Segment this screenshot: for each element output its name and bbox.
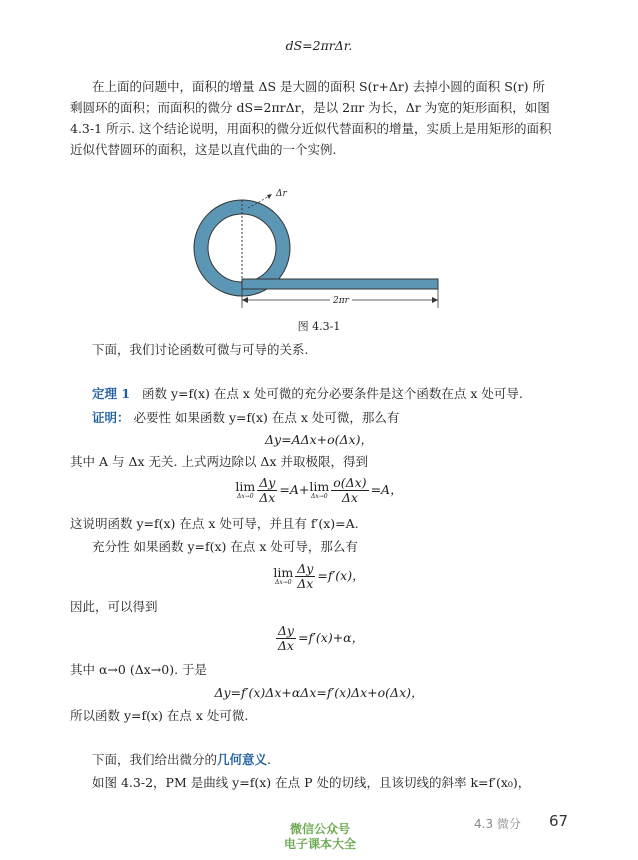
label-2pir: 2πr xyxy=(333,296,349,306)
eq4-den: Δx xyxy=(277,638,294,653)
arrow-right-icon xyxy=(432,297,438,303)
watermark-line2: 电子课本大全 xyxy=(283,837,356,851)
eq5 xyxy=(0,683,638,703)
para3-suffix: . xyxy=(267,752,272,767)
eq3 xyxy=(0,562,638,591)
top-formula: dS=2πrΔr. xyxy=(285,38,353,53)
label-dr: Δr xyxy=(276,189,287,199)
proof-line6: 其中 α→0 (Δx→0). 于是 xyxy=(70,662,208,677)
proof-line7: 所以函数 y=f(x) 在点 x 处可微. xyxy=(70,708,249,723)
proof-line4: 充分性 如果函数 y=f(x) 在点 x 处可导，那么有 xyxy=(92,539,358,554)
para1-line3: 4.3-1 所示. 这个结论说明，用面积的微分近似代替面积的增量，实质上是用矩形的面积 xyxy=(70,121,552,136)
eq2-end: =A， xyxy=(370,482,403,497)
eq4-end: =f′(x)+α， xyxy=(297,630,365,645)
watermark xyxy=(240,822,400,852)
eq2 xyxy=(0,476,638,505)
strip-rect xyxy=(242,279,438,289)
para3-highlight: 几何意义 xyxy=(217,752,268,767)
proof-line1 xyxy=(92,408,399,428)
eq1 xyxy=(0,430,638,450)
eq1-text: Δy=AΔx+o(Δx)， xyxy=(265,432,373,447)
para1-line4: 近似代替圆环的面积，这是以直代曲的一个实例. xyxy=(70,142,337,157)
para1-line2: 剩圆环的面积；而面积的微分 dS=2πrΔr，是以 2πr 为长，Δr 为宽的矩形面积，如图 xyxy=(70,100,550,115)
eq2-lim2-sub: Δx→0 xyxy=(310,492,328,500)
para3-prefix: 下面，我们给出微分的 xyxy=(92,752,218,767)
theorem-label: 定理 1 xyxy=(92,386,131,401)
para3 xyxy=(92,750,271,770)
eq4 xyxy=(0,624,638,653)
arrow-left-icon xyxy=(242,297,248,303)
eq5-text: Δy=f′(x)Δx+αΔx=f′(x)Δx+o(Δx)， xyxy=(214,685,424,700)
theorem-text: 函数 y=f(x) 在点 x 处可微的充分必要条件是这个函数在点 x 处可导. xyxy=(141,386,523,401)
page-number: 67 xyxy=(549,812,569,830)
eq2-num2: o(Δx) xyxy=(333,475,367,490)
eq3-lim: lim xyxy=(273,564,294,580)
eq2-lim-sub: Δx→0 xyxy=(237,492,254,500)
proof-line3: 这说明函数 y=f(x) 在点 x 处可导，并且有 f′(x)=A. xyxy=(70,516,359,531)
figure-caption: 图 4.3-1 xyxy=(297,320,341,333)
watermark-line1: 微信公众号 xyxy=(289,822,350,836)
eq3-end: =f′(x)， xyxy=(317,568,365,583)
dr-arrow-icon xyxy=(267,194,272,199)
ring-figure xyxy=(180,180,460,315)
proof-label: 证明： xyxy=(92,410,130,425)
eq2-lim: lim xyxy=(235,478,256,494)
proof-line1-text: 必要性 如果函数 y=f(x) 在点 x 处可微，那么有 xyxy=(133,410,400,425)
eq2-lim2: lim xyxy=(309,478,330,494)
para4: 如图 4.3-2，PM 是曲线 y=f(x) 在点 P 处的切线，且该切线的斜率 k=f′(x₀)， xyxy=(92,775,531,790)
eq2-num1: Δy xyxy=(259,475,276,490)
para1-line1: 在上面的问题中，面积的增量 ΔS 是大圆的面积 S(r+Δr) 去掉小圆的面积 S(r) 所 xyxy=(92,79,545,94)
proof-line2: 其中 A 与 Δx 无关. 上式两边除以 Δx 并取极限，得到 xyxy=(70,454,368,469)
section-label: 4.3 微分 xyxy=(474,817,521,831)
eq2-den1: Δx xyxy=(259,490,276,505)
eq2-mid: =A+ xyxy=(279,482,310,497)
eq3-den: Δx xyxy=(297,576,314,591)
eq3-lim-sub: Δx→0 xyxy=(275,578,292,586)
eq3-num: Δy xyxy=(297,561,314,576)
eq4-num: Δy xyxy=(277,623,294,638)
para2: 下面，我们讨论函数可微与可导的关系. xyxy=(92,342,309,357)
eq2-den2: Δx xyxy=(341,490,358,505)
theorem xyxy=(92,384,523,404)
proof-line5: 因此，可以得到 xyxy=(70,599,158,614)
